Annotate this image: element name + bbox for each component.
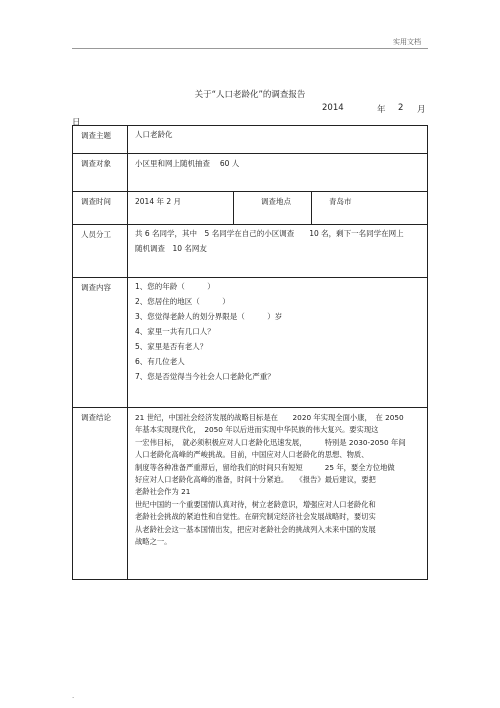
conclusion-line: 一宏伟目标， 就必须积极应对人口老龄化迅速发展， 特别是 2030-2050 年间 [135, 437, 406, 447]
conclusion-line: 人口老龄化高峰的严峻挑战。目前，中国应对人口老龄化的思想、物质、 [135, 450, 369, 460]
page-header-label: 实用文档 [393, 38, 421, 46]
location-label: 调查地点 [261, 197, 291, 206]
conclusion-line: 老龄社会作为 21 [135, 487, 191, 497]
row-subject [73, 153, 427, 192]
date-year: 2014 [322, 103, 344, 113]
date-day-unit: 日 [72, 118, 81, 128]
conclusion-line: 制度等各种准备严重滞后，留给我们的时间只有短短 25 年，要全方位地做 [135, 462, 395, 472]
time-location-divider [233, 192, 234, 225]
content-label: 调查内容 [73, 278, 128, 408]
time-value: 2014 年 2 月 [135, 197, 182, 206]
content-item: 3、您觉得老龄人的划分界限是（ ）岁 [135, 312, 283, 321]
location-value-divider [311, 192, 312, 225]
footer-mark: . [72, 692, 75, 700]
time-label: 调查时间 [73, 192, 128, 225]
row-conclusion [73, 407, 427, 579]
staff-label: 人员分工 [73, 225, 128, 278]
conclusion-line: 战略之一。 [135, 537, 172, 547]
content-item: 1、您的年龄（ ） [135, 282, 215, 291]
conclusion-line: 老龄社会挑战的紧迫性和自觉性。在研究制定经济社会发展战略时，要切实 [135, 512, 376, 522]
date-year-unit: 年 [377, 105, 386, 115]
staff-line: 随机调查 10 名网友 [135, 244, 207, 253]
conclusion-text [135, 412, 421, 548]
document-title: 关于“人口老龄化”的调查报告 [194, 90, 306, 100]
content-item: 2、您居住的地区（ ） [135, 297, 230, 306]
conclusion-line: 年基本实现现代化， 2050 年以后进而实现中华民族的伟大复兴。要实现这 [135, 425, 379, 435]
staff-line: 共 6 名同学，其中 5 名同学在自己的小区调查 10 名，剩下一名同学在网上 [135, 229, 404, 238]
row-time-location [73, 191, 427, 225]
topic-value: 人口老龄化 [135, 130, 173, 139]
content-item: 5、家里是否有老人？ [135, 342, 208, 351]
conclusion-line: 21 世纪，中国社会经济发展的战略目标是在 2020 年实现全面小康， 在 2050 [135, 413, 404, 422]
content-item: 4、家里一共有几口人？ [135, 327, 215, 336]
conclusion-line: 从老龄社会这一基本国情出发，把应对老龄社会的挑战列入未来中国的发展 [135, 524, 376, 534]
subject-value: 小区里和网上随机抽查 60 人 [135, 159, 240, 168]
header-rule [72, 48, 428, 49]
conclusion-line: 世纪中国的一个重要国情认真对待，树立老龄意识，增强应对人口老龄化和 [135, 499, 376, 509]
date-month-unit: 月 [417, 105, 426, 115]
topic-label: 调查主题 [73, 126, 128, 153]
row-staff [73, 224, 427, 278]
date-month: 2 [398, 103, 404, 113]
location-value: 青岛市 [329, 197, 352, 206]
conclusion-label: 调查结论 [73, 408, 128, 579]
conclusion-line: 好应对人口老龄化高峰的准备，时间十分紧迫。 《报告》最后建议，要把 [135, 475, 376, 485]
row-content [73, 277, 427, 408]
content-item: 7、您是否觉得当今社会人口老龄化严重？ [135, 372, 275, 381]
content-item: 6、有几位老人 [135, 357, 185, 366]
subject-label: 调查对象 [73, 154, 128, 192]
row-topic [73, 126, 427, 153]
survey-form-table [72, 125, 428, 580]
